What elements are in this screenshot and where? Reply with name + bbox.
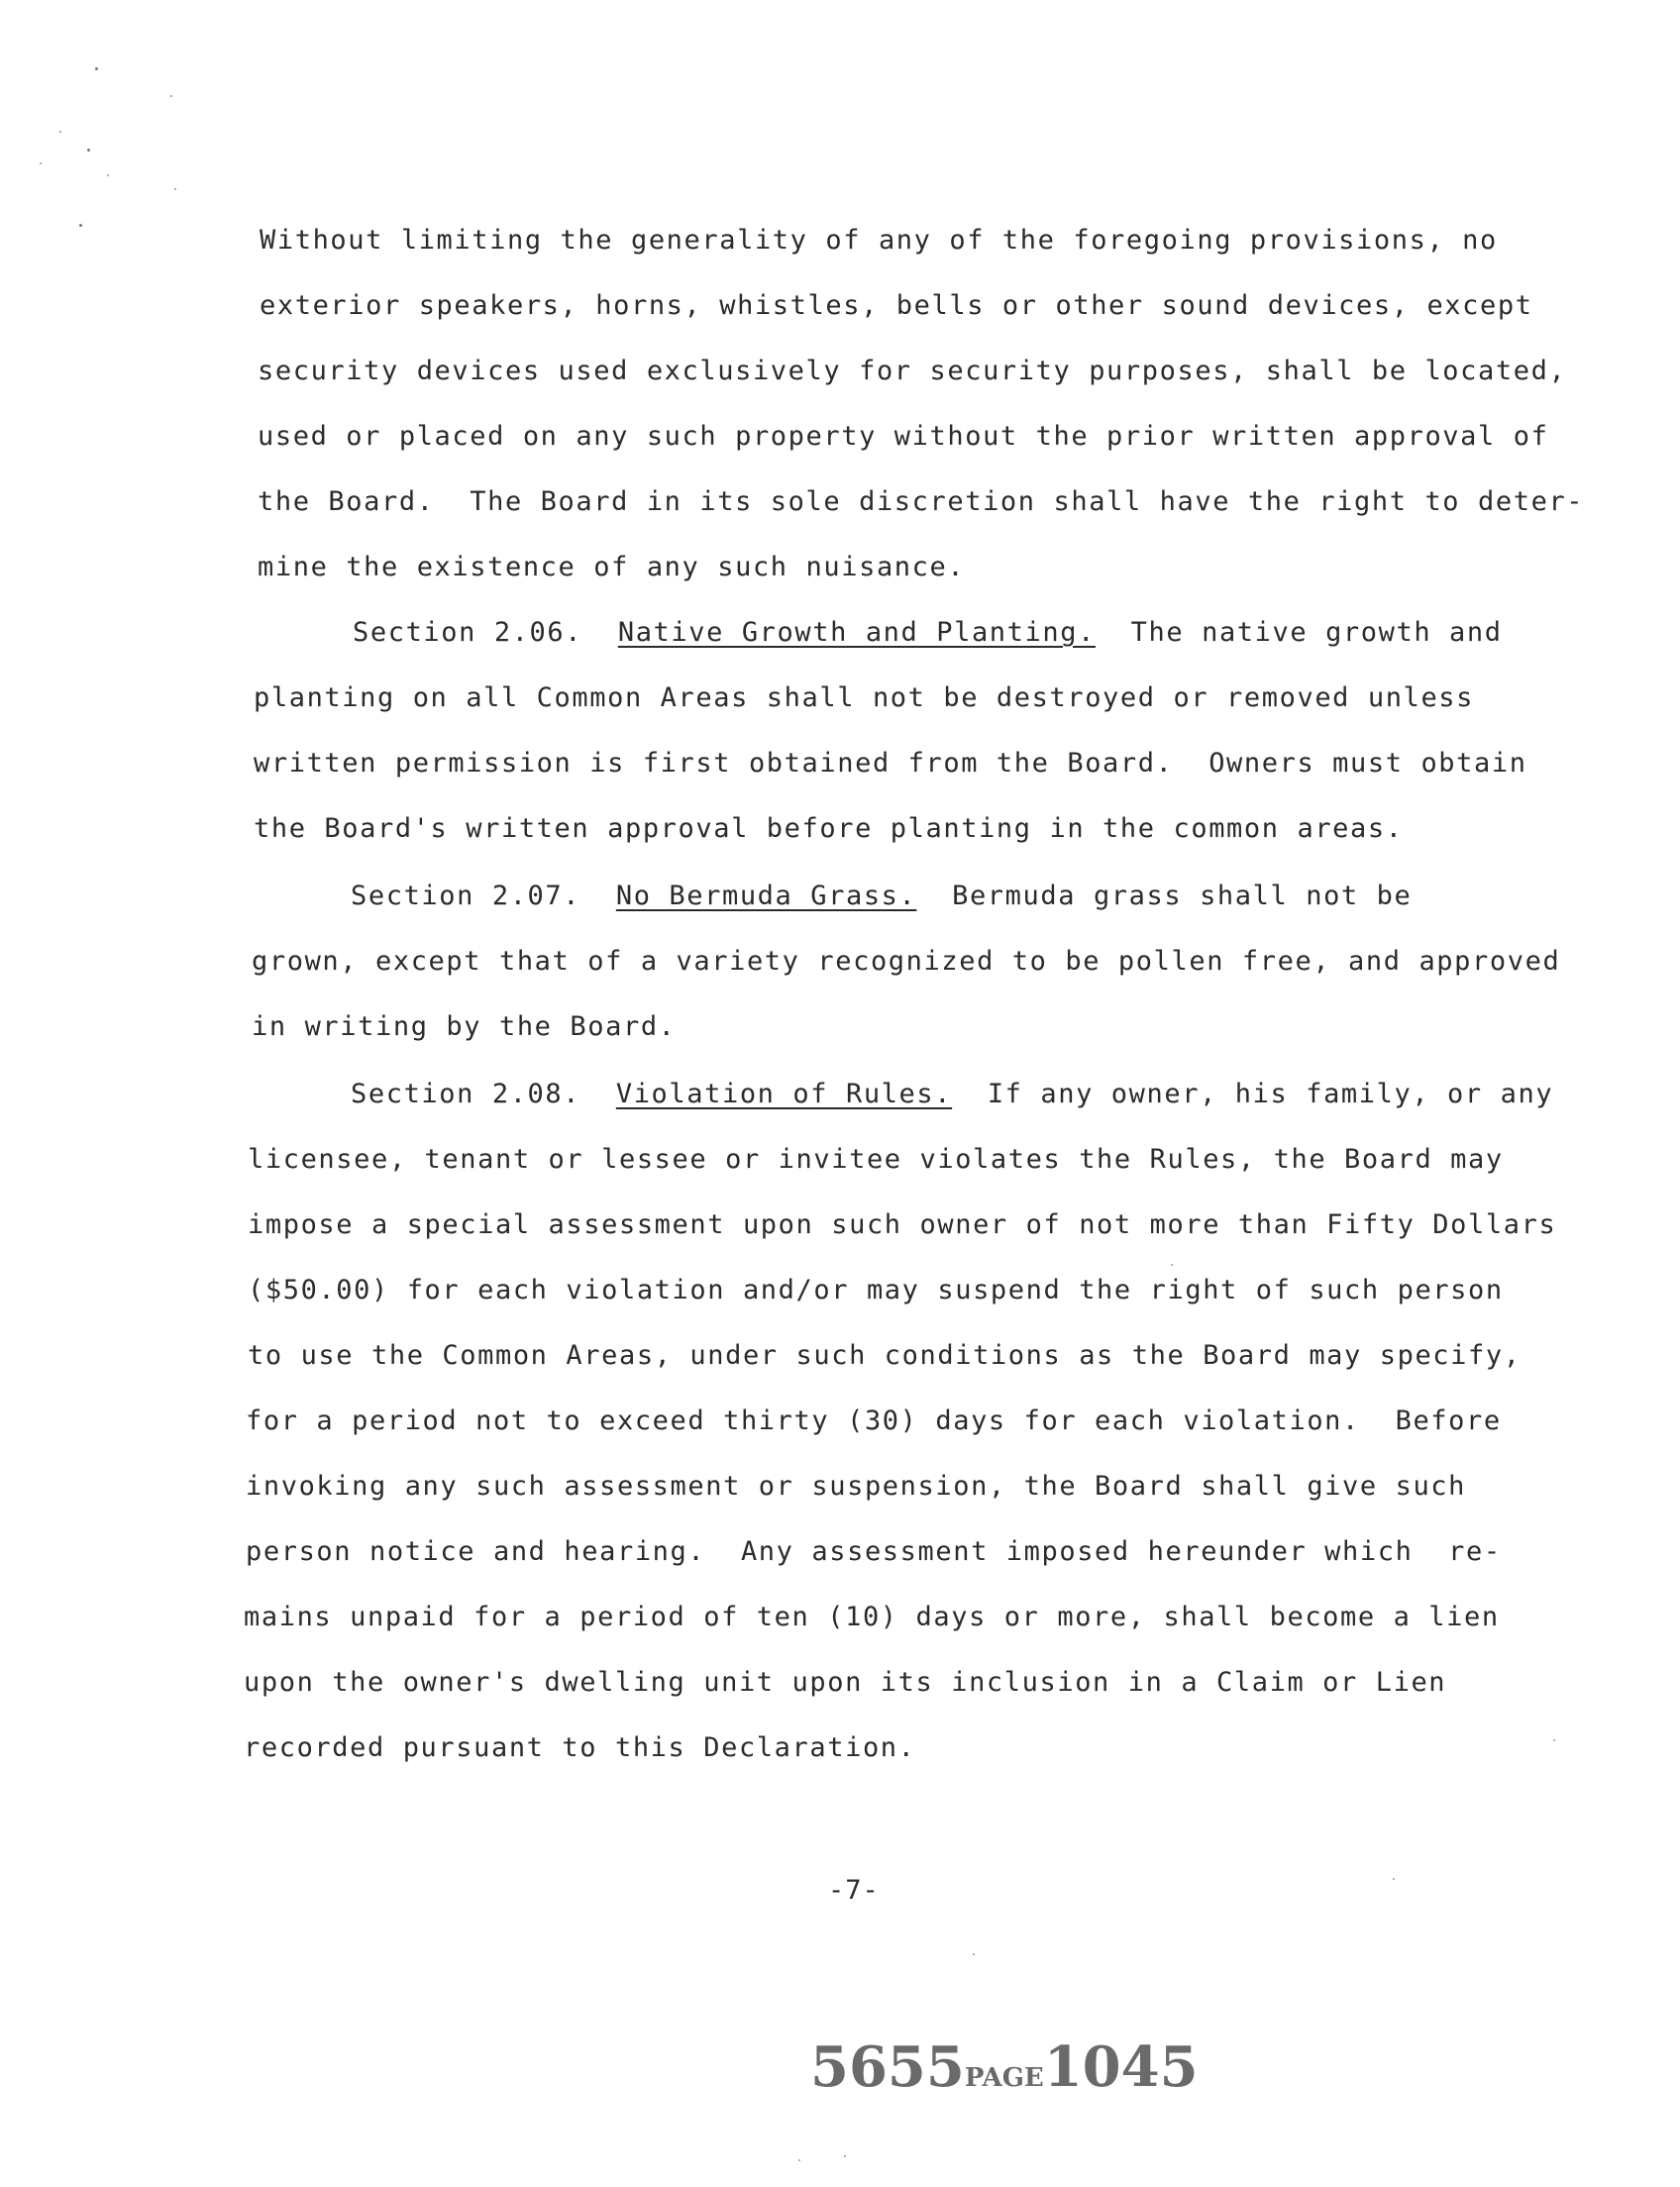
- scan-speck: [1171, 1264, 1173, 1266]
- text-segment: invoking any such assessment or suspension, the Board shall give such: [246, 1471, 1467, 1502]
- text-segment: the Board. The Board in its sole discretion shall have the right to deter-: [258, 486, 1585, 517]
- recording-stamp: [810, 2034, 1199, 2100]
- scan-speck: [798, 2159, 800, 2161]
- text-segment: The native growth and: [1095, 617, 1503, 648]
- scan-speck: [79, 224, 82, 227]
- stamp-book-number: 5655: [810, 2034, 965, 2100]
- scan-speck: [973, 1953, 975, 1955]
- text-line: [248, 1339, 1522, 1373]
- scan-speck: [174, 188, 176, 190]
- scan-speck: [59, 131, 61, 133]
- text-segment: mains unpaid for a period of ten (10) days or more, shall become a lien: [244, 1602, 1500, 1632]
- scan-speck: [95, 67, 98, 70]
- text-segment: for a period not to exceed thirty (30) days for each violation. Before: [246, 1406, 1502, 1436]
- text-segment: mine the existence of any such nuisance.: [258, 552, 966, 582]
- text-segment: If any owner, his family, or any: [952, 1079, 1554, 1109]
- text-segment: upon the owner's dwelling unit upon its inclusion in a Claim or Lien: [244, 1667, 1447, 1698]
- stamp-page-label: PAGE: [964, 2063, 1044, 2093]
- text-segment: licensee, tenant or lessee or invitee violates the Rules, the Board may: [248, 1144, 1504, 1175]
- text-segment: ($50.00) for each violation and/or may suspend the right of such person: [248, 1275, 1504, 1305]
- section-heading: Native Growth and Planting.: [617, 617, 1096, 648]
- text-segment: Section 2.07.: [351, 881, 616, 911]
- text-segment: planting on all Common Areas shall not be destroyed or removed unless: [254, 682, 1475, 713]
- text-segment: Section 2.08.: [351, 1079, 616, 1109]
- text-segment: in writing by the Board.: [252, 1011, 677, 1042]
- text-segment: person notice and hearing. Any assessment imposed hereunder which re-: [246, 1536, 1502, 1567]
- stamp-page-number: 1045: [1043, 2034, 1199, 2100]
- text-segment: security devices used exclusively for security purposes, shall be located,: [258, 356, 1567, 386]
- text-line: [258, 551, 965, 584]
- text-line: [353, 616, 1503, 650]
- section-heading: Violation of Rules.: [615, 1079, 953, 1109]
- text-segment: written permission is first obtained from the Board. Owners must obtain: [254, 748, 1527, 779]
- text-line: [244, 1731, 916, 1765]
- text-segment: exterior speakers, horns, whistles, bells or other sound devices, except: [260, 290, 1533, 321]
- text-segment: the Board's written approval before planting in the common areas.: [254, 813, 1404, 844]
- text-segment: Section 2.06.: [353, 617, 618, 648]
- text-line: [258, 420, 1548, 454]
- text-line: [260, 224, 1498, 258]
- text-segment: recorded pursuant to this Declaration.: [244, 1732, 916, 1763]
- text-line: [258, 355, 1566, 388]
- text-line: [248, 1208, 1556, 1242]
- text-line: [252, 945, 1560, 979]
- text-line: [244, 1601, 1500, 1634]
- text-line: [351, 1078, 1553, 1111]
- text-segment: Bermuda grass shall not be: [916, 881, 1413, 911]
- scan-speck: [844, 2155, 846, 2157]
- text-line: [246, 1405, 1502, 1438]
- text-segment: to use the Common Areas, under such conditions as the Board may specify,: [248, 1340, 1522, 1371]
- text-line: [246, 1535, 1502, 1569]
- text-line: [246, 1470, 1466, 1504]
- text-segment: Without limiting the generality of any of the foregoing provisions, no: [260, 225, 1498, 256]
- text-line: [254, 747, 1527, 781]
- scan-speck: [40, 162, 42, 164]
- scan-speck: [107, 174, 109, 176]
- page-number: -7-: [828, 1875, 880, 1906]
- scan-speck: [1393, 1878, 1395, 1880]
- text-line: [252, 1010, 677, 1044]
- scan-speck: [87, 149, 90, 152]
- text-segment: impose a special assessment upon such owner of not more than Fifty Dollars: [248, 1209, 1557, 1240]
- text-line: [254, 812, 1404, 846]
- text-line: [244, 1666, 1446, 1700]
- text-line: [248, 1143, 1504, 1177]
- text-segment: used or placed on any such property without the prior written approval of: [258, 421, 1549, 452]
- text-segment: grown, except that of a variety recognized to be pollen free, and approved: [252, 946, 1561, 977]
- text-line: [260, 289, 1533, 323]
- text-line: [254, 681, 1474, 715]
- text-line: [351, 880, 1412, 913]
- text-line: [248, 1274, 1504, 1307]
- scan-speck: [170, 95, 172, 97]
- section-heading: No Bermuda Grass.: [615, 881, 917, 911]
- scan-speck: [1553, 1739, 1555, 1741]
- text-line: [258, 485, 1584, 519]
